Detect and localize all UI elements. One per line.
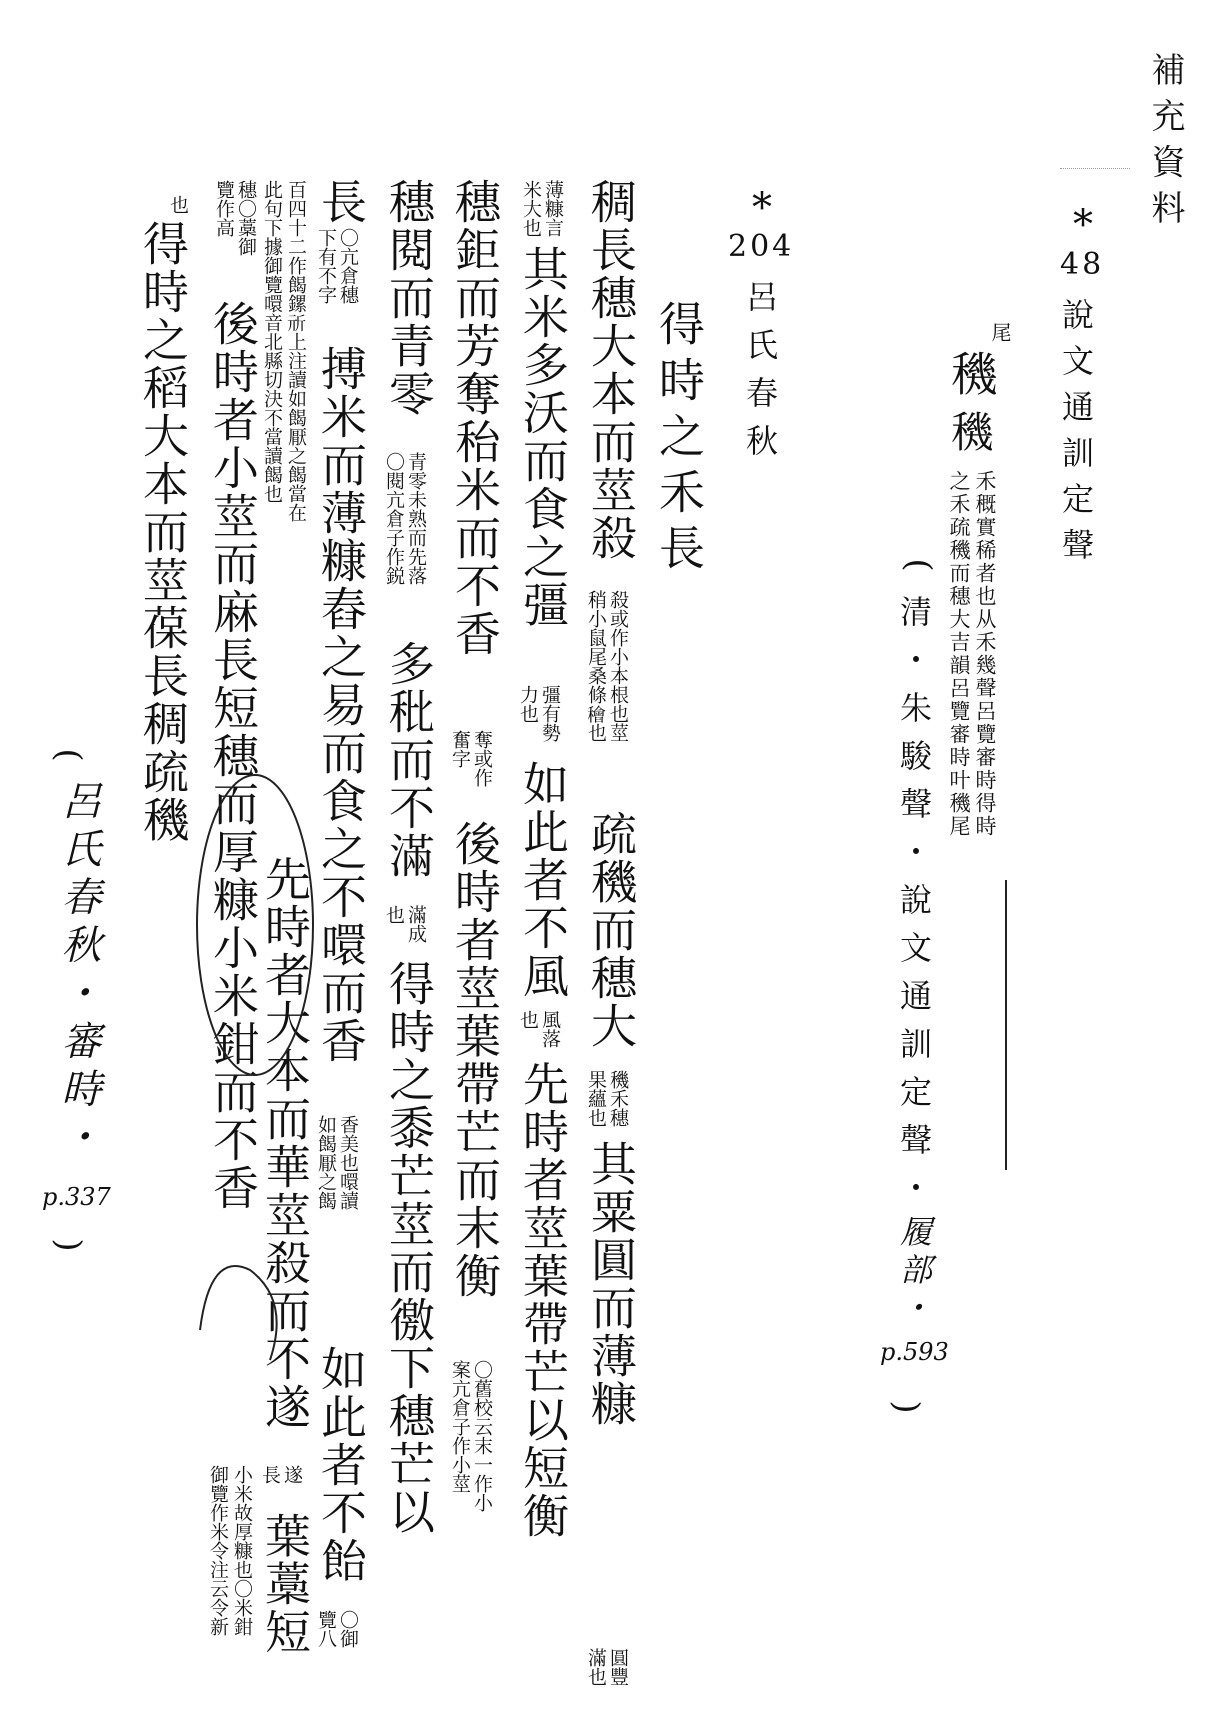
text-col6-note-lead-b: 此句下據御覽噮音北縣切決不當讀餲也 [261, 180, 283, 503]
text-col7-note1: 小米故厚糠也〇米鉗 [231, 1465, 253, 1636]
text-col5-note1b: 下有不字 [315, 228, 337, 304]
text-col5-note1: 〇亢倉穗 [337, 228, 359, 304]
source-open-paren: ( [48, 748, 89, 762]
citation-handwritten-section: 履部・ [895, 1215, 933, 1329]
citation-main-a: 清・朱駿聲・說文通訓定聲・ [895, 595, 933, 1219]
text-col1-note3b: 滿也 [585, 1648, 607, 1686]
text-col7-note1b: 御覽作米令注云令新 [207, 1465, 229, 1636]
source-page: p.337 [42, 1183, 111, 1211]
text-col7-note-lead: 穗〇藁御 [235, 180, 257, 256]
text-col1-note1b: 稍小鼠尾桑條𥢶也 [585, 590, 607, 742]
text-col1-note2: 穖禾穗 [607, 1070, 629, 1127]
text-col4-main1: 穗閱而青零 [382, 178, 436, 418]
glyph-note: 尾 [988, 322, 1012, 342]
text-col2-main2: 如此者不風 [516, 760, 570, 1000]
text-col4-note1: 青零未熟而先落 [405, 452, 427, 585]
supplement-label: 補充資料 [1145, 52, 1185, 236]
text-col2-note1: 彊有勢 [539, 685, 561, 742]
text-col5-note3: 〇御 [337, 1610, 359, 1648]
text-col2-note2: 風落 [539, 1010, 561, 1048]
entry-headword: 穖 [944, 350, 998, 398]
text-col1-note3: 圓豐 [607, 1648, 629, 1686]
text-col4-note2: 滿成 [405, 905, 427, 943]
text-col8-note-lead: 也 [167, 195, 189, 214]
text-col5-main3: 如此者不飴 [314, 1345, 368, 1585]
source-close-paren: ) [48, 1238, 89, 1252]
ref-number-b: 204 [728, 229, 795, 264]
text-col2-main1: 其米多沃而食之彊 [516, 245, 570, 629]
text-col1-main3: 其粟圓而薄糠 [584, 1140, 638, 1428]
text-col1-main2: 疏穖而穗大 [584, 810, 638, 1050]
text-col3-note1: 奪或作 [471, 730, 493, 787]
ref-title-a: 說文通訓定聲 [1057, 298, 1095, 574]
text-col6-note-lead: 百四十二作餲鏍𣂕上注讀如餲厭之餲當在 [285, 180, 307, 522]
entry-variant: 穖 [945, 410, 994, 454]
clip-border [1005, 880, 1007, 1170]
text-col3-note1b: 奮字 [449, 730, 471, 768]
ref-number-a: 48 [1060, 247, 1105, 282]
text-col6-note1b: 長 [259, 1465, 281, 1484]
entry-gloss-line2: 之禾疏穖而穗大吉韻呂覽審時叶穖尾 [947, 470, 971, 838]
scan-dots [1060, 168, 1130, 169]
text-col2-note-lead-b: 米大也 [520, 180, 542, 237]
text-col3-main2: 後時者莖葉帶芒而末衡 [448, 820, 502, 1300]
text-col4-main2: 多秕而不滿 [382, 640, 436, 880]
citation-close-paren: ) [886, 1400, 927, 1414]
text-col5-note2b: 如餲厭之餲 [315, 1115, 337, 1210]
ref-title-b: 呂氏春秋 [741, 280, 779, 472]
text-col4-main3: 得時之黍芒莖而徼下穗芒以 [382, 960, 436, 1536]
text-col7-main1: 後時者小莖而麻長短穗而厚糠小米鉗而不香 [206, 300, 260, 1212]
asterisk-mark-a: * [1073, 202, 1093, 248]
text-col2-note1b: 力也 [517, 685, 539, 723]
citation-handwritten-page: p.593 [880, 1338, 949, 1366]
text-col6-main2: 葉藁短 [258, 1512, 312, 1656]
text-col1-main1: 稠長穗大本而莖殺 [584, 178, 638, 562]
text-col1-note2b: 果蘊也 [585, 1070, 607, 1127]
citation-open-paren: ( [898, 558, 939, 572]
text-col4-note2b: 也 [383, 905, 405, 924]
text-col1-note1: 殺或作小本根也莖 [607, 590, 629, 742]
source-main: 呂氏春秋・審時・ [55, 780, 101, 1164]
entry-gloss-line1: 禾穊實稀者也从禾幾聲呂覽審時得時 [973, 470, 997, 838]
text-col5-main2: 搏米而薄糠舂之易而食之不噮而香 [314, 345, 368, 1065]
text-col5-note2: 香美也噮讀 [337, 1115, 359, 1210]
text-col2-main3: 先時者莖葉帶芒以短衡 [516, 1060, 570, 1540]
asterisk-mark-b: * [752, 185, 772, 231]
text-col3-main1: 穗鉅而芳奪秮米而不香 [448, 178, 502, 658]
text-col2-note-lead: 薄糠言 [542, 180, 564, 237]
text-col6-main1: 先時者大本而華莖殺而不遂 [258, 855, 312, 1431]
text-col4-note1b: 〇閱亢倉子作鋭 [383, 452, 405, 585]
text-col6-note1: 遂 [281, 1465, 303, 1484]
text-col8-main1: 得時之稻大本而莖葆長稠疏穖 [136, 220, 190, 844]
text-col7-note-lead-b: 覽作高 [213, 180, 235, 237]
text-col3-note2b: 案亢倉子作小莖 [449, 1360, 471, 1493]
text-col2-note2b: 也 [517, 1010, 539, 1029]
text-col3-note2: 〇舊校云末一作小 [471, 1360, 493, 1512]
chapter-title: 得時之禾長 [652, 300, 706, 580]
text-col5-note3b: 覽八 [315, 1610, 337, 1648]
text-col5-main1: 長 [314, 178, 368, 226]
